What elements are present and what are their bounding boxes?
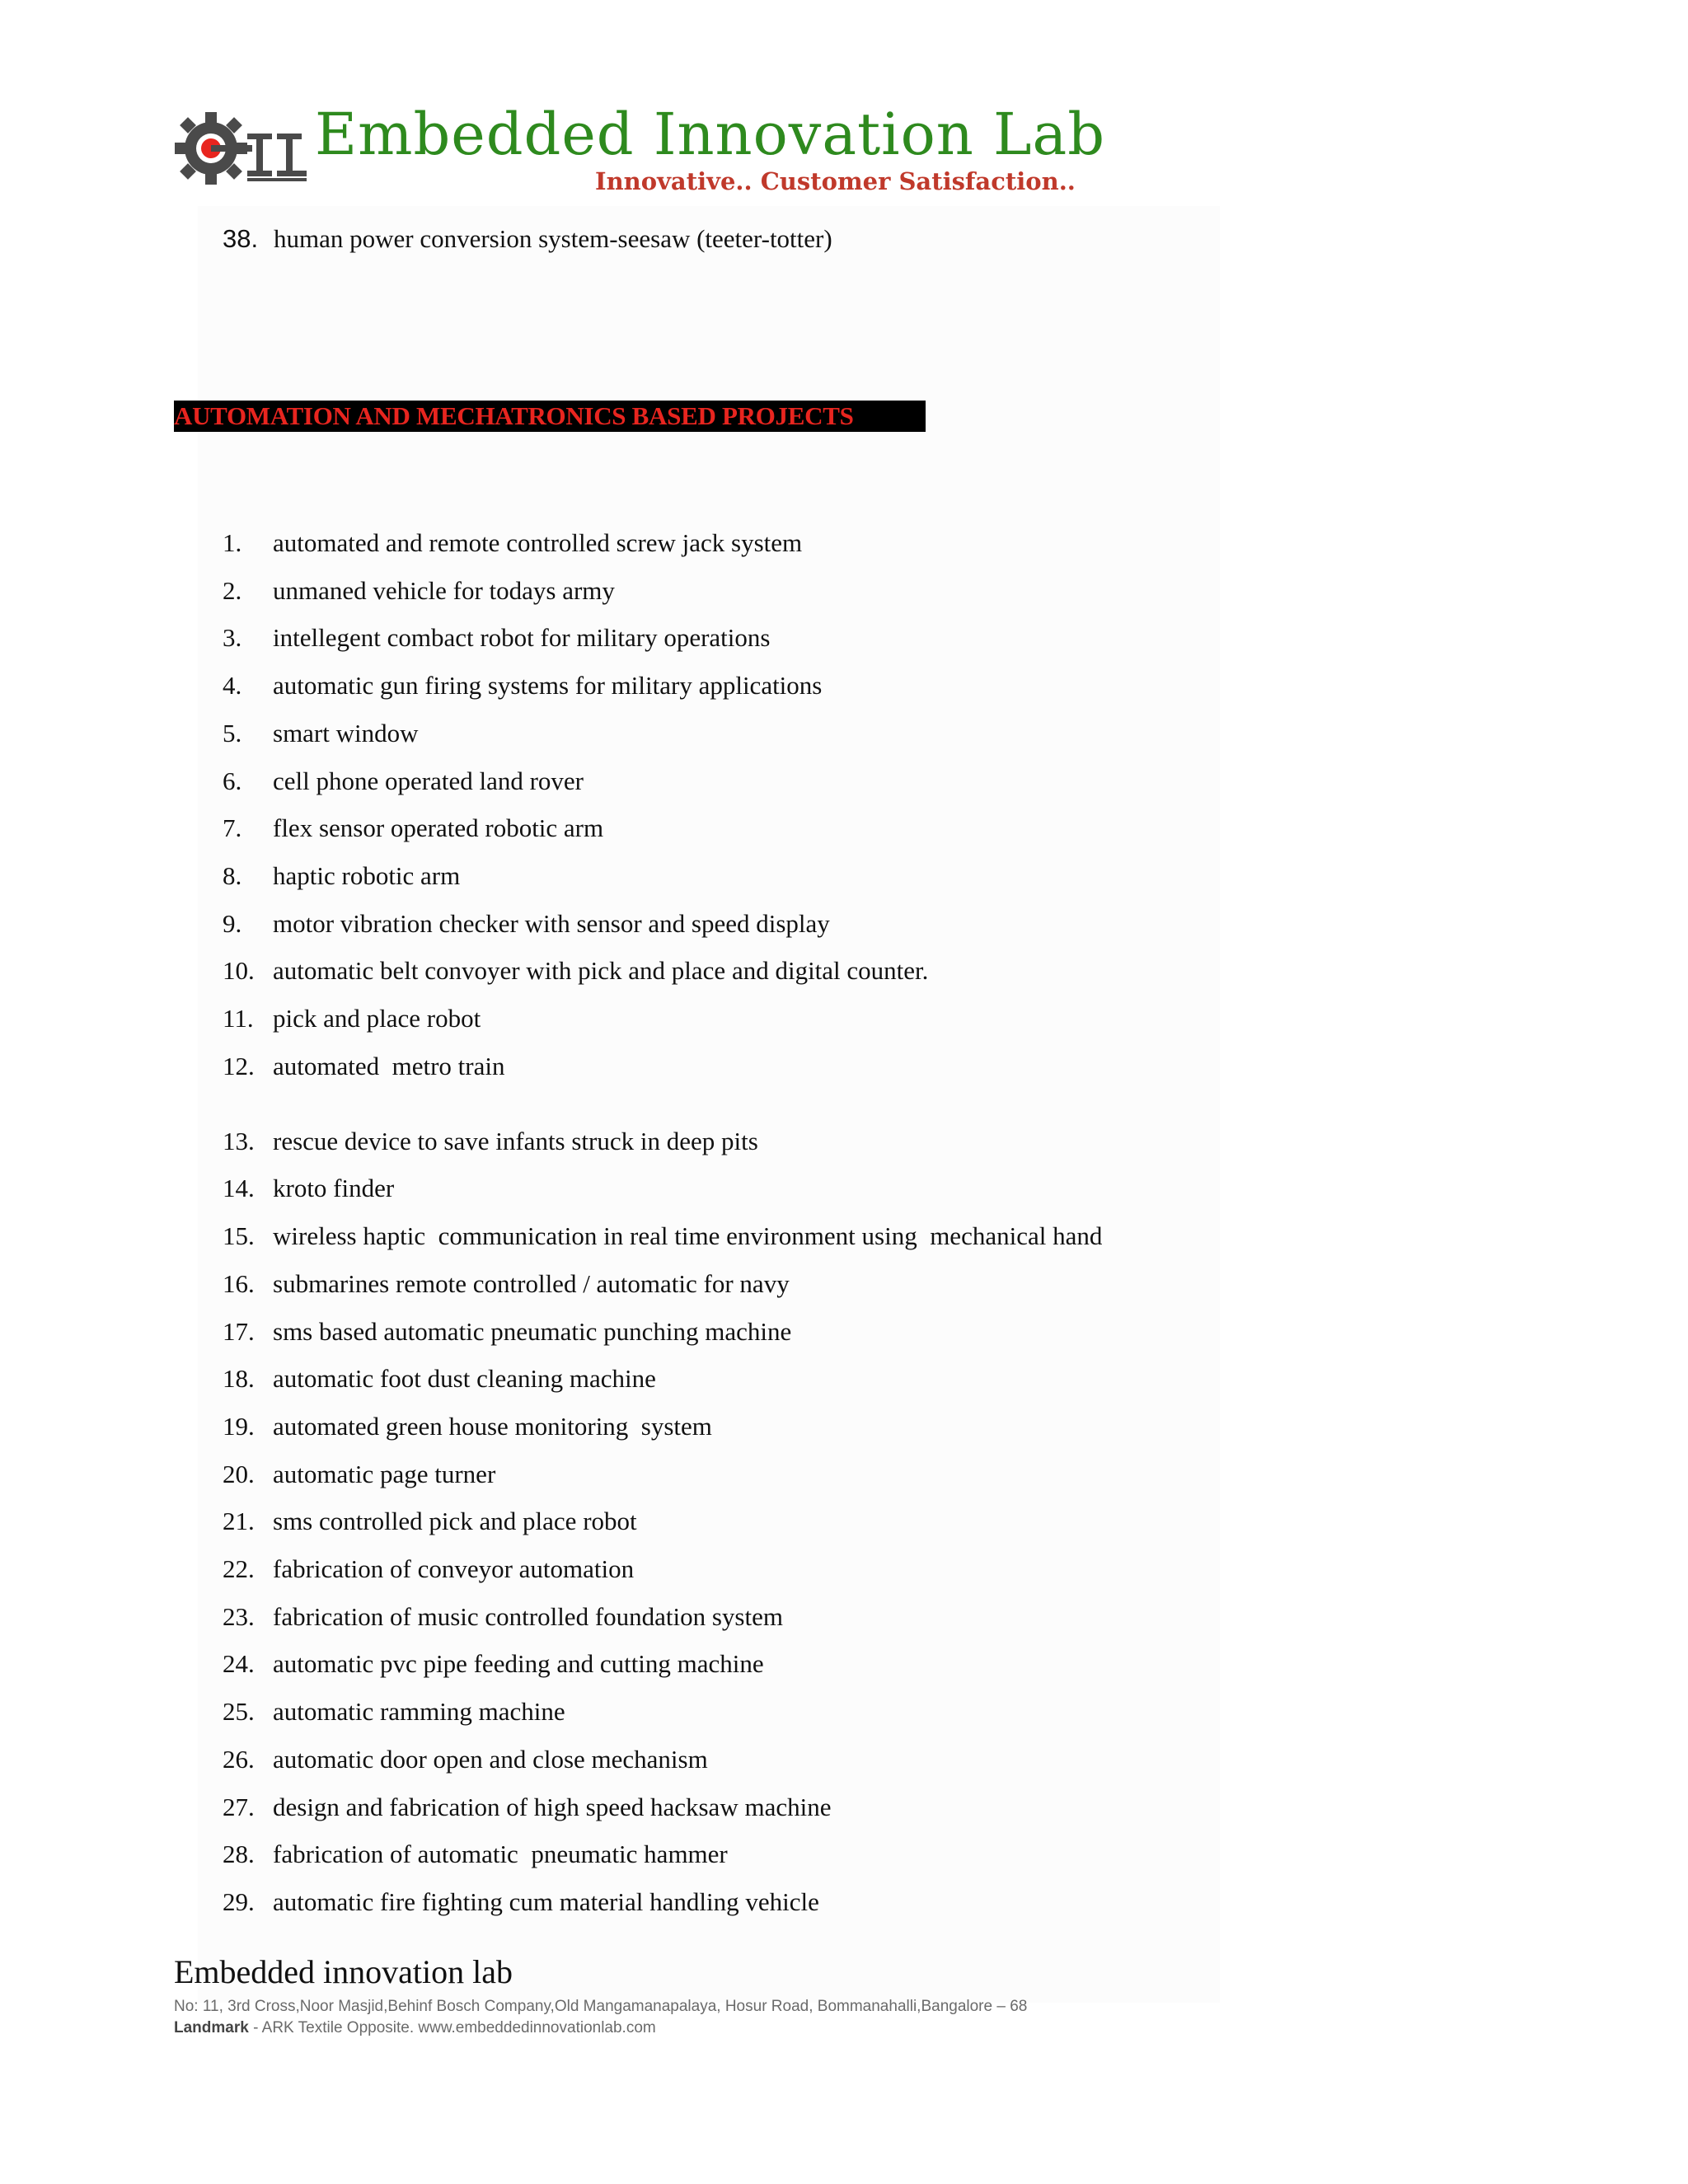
list-item-text: rescue device to save infants struck in deep pits [273,1126,758,1155]
list-item-text: pick and place robot [273,1004,481,1033]
list-item [223,766,584,797]
landmark-label: Landmark [174,2019,249,2036]
list-item-number: 10. [223,956,255,986]
list-item-number: 4. [223,671,242,701]
list-item-number: 9. [223,908,242,938]
list-item-number: 24. [223,1649,255,1679]
footer-landmark [174,2019,656,2038]
list-item-text: automatic fire fighting cum material handling vehicle [273,1886,819,1916]
list-item-text: kroto finder [273,1174,395,1203]
list-item-number: 17. [223,1316,255,1346]
list-item-number: 26. [223,1744,255,1774]
list-item [223,1268,790,1300]
company-logo [175,101,1106,211]
list-item [223,1363,656,1394]
list-item-number: 23. [223,1601,255,1631]
list-item-number: 29. [223,1886,255,1916]
page-background [198,206,1220,2003]
list-item-number: 8. [223,860,242,890]
list-item-number: 14. [223,1174,255,1203]
list-item-text: submarines remote controlled / automatic for navy [273,1268,790,1298]
list-item-text: automatic door open and close mechanism [273,1744,708,1774]
list-item-number: 11. [223,1004,254,1033]
list-item-number: 20. [223,1459,255,1488]
list-item [223,718,419,749]
list-item [223,622,770,654]
list-item-number: 13. [223,1126,255,1155]
list-item [223,1173,394,1204]
list-item-text: automatic page turner [273,1459,496,1488]
list-item-text: automatic gun firing systems for military applications [273,671,823,701]
list-item-text: automatic ramming machine [273,1697,565,1727]
list-item-text: sms controlled pick and place robot [273,1507,637,1536]
logo-initials-mark [247,134,307,181]
list-item [223,527,802,559]
list-item-number: 16. [223,1268,255,1298]
logo-tagline: Innovative.. Customer Satisfaction.. [595,167,1076,195]
list-item-text: haptic robotic arm [273,860,461,890]
list-item-text: human power conversion system-seesaw (teeter-totter) [274,224,832,253]
list-item [223,1554,634,1585]
list-item [223,1601,783,1633]
list-item [223,1003,481,1034]
list-item [223,908,830,940]
list-item-number: 18. [223,1364,255,1394]
list-item-continued [223,224,832,254]
list-item-number: 15. [223,1221,255,1251]
list-item [223,1459,495,1490]
list-item-number: 7. [223,813,242,843]
list-item [223,860,460,892]
list-item-text: design and fabrication of high speed hacksaw machine [273,1792,832,1821]
list-item-number: 28. [223,1840,255,1869]
list-item [223,575,615,607]
footer-title: Embedded innovation lab [174,1953,513,1990]
list-item [223,813,603,844]
list-item [223,1839,728,1870]
list-item-number: 21. [223,1507,255,1536]
list-item [223,670,822,701]
list-item-text: unmaned vehicle for todays army [273,575,615,605]
list-item [223,1221,1102,1252]
list-item-text: cell phone operated land rover [273,766,584,795]
list-item-text: fabrication of music controlled foundation system [273,1601,783,1631]
list-item-text: automatic foot dust cleaning machine [273,1364,656,1394]
list-item [223,1886,819,1918]
section-heading: AUTOMATION AND MECHATRONICS BASED PROJECTS [174,401,926,432]
logo-company-name: Embedded Innovation Lab [315,101,1106,168]
list-item-text: automatic pvc pipe feeding and cutting machine [273,1649,764,1679]
list-item [223,1411,712,1442]
list-item-text: intellegent combact robot for military operations [273,623,771,653]
footer-address: No: 11, 3rd Cross,Noor Masjid,Behinf Bosch Company,Old Mangamanapalaya, Hosur Road, Bommanahalli,Bangalore – 68 [174,1998,1028,2015]
list-item [223,1051,504,1082]
list-item [223,1792,831,1823]
list-item [223,1316,791,1347]
list-item [223,1744,708,1775]
list-item [223,955,928,987]
list-item-number: 27. [223,1792,255,1821]
list-item [223,1506,637,1537]
list-item-number: 22. [223,1554,255,1583]
list-item-number: 1. [223,528,242,557]
list-item-text: automatic belt convoyer with pick and place and digital counter. [273,956,929,986]
list-item-text: sms based automatic pneumatic punching machine [273,1316,792,1346]
list-item [223,1126,758,1157]
gear-icon [175,112,252,185]
list-item-text: automated metro train [273,1051,505,1080]
list-item-text: fabrication of automatic pneumatic hammer [273,1840,728,1869]
list-item-number: 25. [223,1697,255,1727]
list-item-number: 2. [223,575,242,605]
list-item-number: 5. [223,718,242,748]
list-item-text: flex sensor operated robotic arm [273,813,604,843]
list-item-number: 12. [223,1051,255,1080]
list-item-text: motor vibration checker with sensor and speed display [273,908,830,938]
list-item-text: automated green house monitoring system [273,1411,712,1441]
landmark-text: - ARK Textile Opposite. www.embeddedinnovationlab.com [248,2019,656,2036]
list-item-number: 19. [223,1411,255,1441]
list-item [223,1648,764,1680]
list-item-text: automated and remote controlled screw jack system [273,528,803,557]
list-item-number: 38. [223,224,259,253]
list-item-text: smart window [273,718,419,748]
list-item-text: wireless haptic communication in real time environment using mechanical hand [273,1221,1103,1251]
list-item-number: 3. [223,623,242,653]
list-item-text: fabrication of conveyor automation [273,1554,635,1583]
list-item-number: 6. [223,766,242,795]
list-item [223,1696,565,1727]
